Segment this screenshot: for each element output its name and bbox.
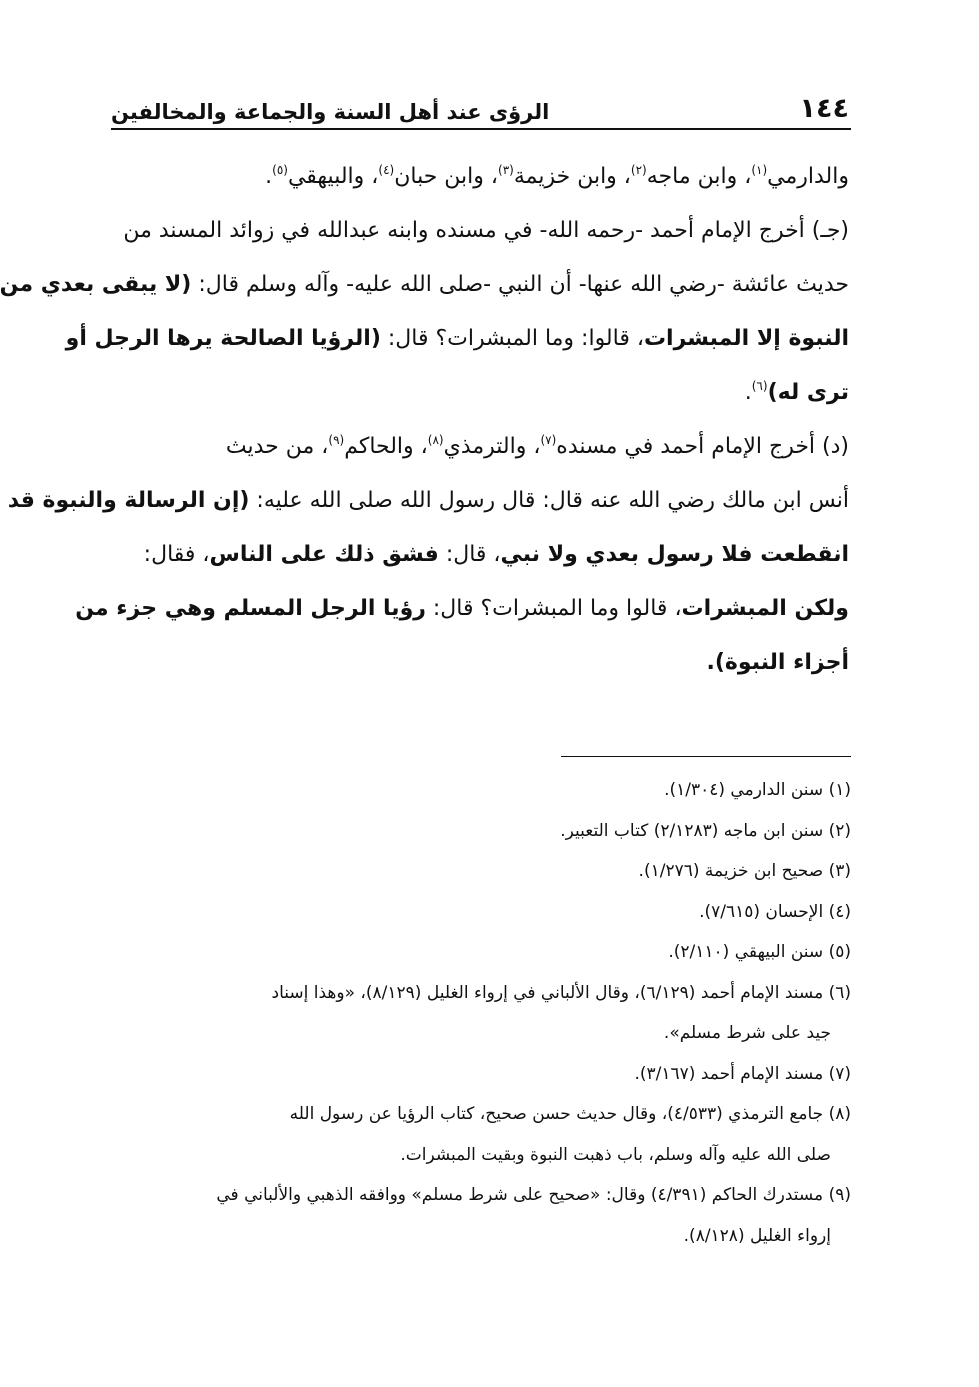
footnote-ref-4: (٤) — [378, 163, 395, 177]
page-number: ١٤٤ — [799, 93, 849, 124]
footnote-7: (٧) مسند الإمام أحمد (٣/١٦٧). — [634, 1063, 851, 1084]
body-line-1: والدارمي$^{(١)}$، وابن ماجه$^{(٢)}$، وابن خزيمة$^{(٣)}$، وابن حبان$^{(٤)}$، والبيهقي$^{(٥)}$. — [265, 163, 849, 189]
footnote-ref-3: (٣) — [498, 163, 514, 177]
footnotes — [111, 770, 851, 1256]
body-line-7: أنس ابن مالك رضي الله عنه قال: قال رسول الله صلى الله عليه: (إن الرسالة والنبوة قد — [7, 488, 849, 513]
body-line-2: (جـ) أخرج الإمام أحمد -رحمه الله- في مسنده وابنه عبدالله في زوائد المسند من — [123, 218, 849, 243]
body-line-6: (د) أخرج الإمام أحمد في مسنده$^{(٧)}$، والترمذي$^{(٨)}$، والحاكم$^{(٩)}$، من حديث — [225, 433, 849, 459]
body-line-9: ولكن المبشرات، قالوا وما المبشرات؟ قال: رؤيا الرجل المسلم وهي جزء من — [75, 596, 849, 621]
footnote-1: (١) سنن الدارمي (١/٣٠٤). — [664, 780, 851, 800]
footnote-6-continued: جيد على شرط مسلم». — [663, 1023, 831, 1043]
footnote-9-continued: إرواء الغليل (٨/١٢٨). — [683, 1225, 831, 1246]
body-line-8: انقطعت فلا رسول بعدي ولا نبي، قال: فشق ذلك على الناس، فقال: — [143, 542, 849, 567]
footnote-8: (٨) جامع الترمذي (٤/٥٣٣)، وقال حديث حسن صحيح، كتاب الرؤيا عن رسول الله — [289, 1104, 851, 1124]
footnote-6: (٦) مسند الإمام أحمد (٦/١٢٩)، وقال الألباني في إرواء الغليل (٨/١٢٩)، «وهذا إسناد — [271, 982, 851, 1003]
footnote-ref-8: (٨) — [427, 433, 444, 447]
body-line-5: ترى له)$^{(٦)}$. — [744, 379, 849, 405]
body-line-3: حديث عائشة -رضي الله عنها- أن النبي -صلى الله عليه- وآله وسلم قال: (لا يبقى بعدي من — [0, 272, 849, 297]
hadith-quote: (لا يبقى بعدي من — [0, 272, 192, 297]
footnote-ref-1: (١) — [751, 163, 768, 177]
footnote-ref-2: (٢) — [630, 163, 647, 177]
footnote-3: (٣) صحيح ابن خزيمة (١/٢٧٦). — [638, 861, 851, 881]
main-text — [0, 150, 849, 690]
footnote-5: (٥) سنن البيهقي (٢/١١٠). — [668, 942, 851, 962]
body-line-4: النبوة إلا المبشرات، قالوا: وما المبشرات؟ قال: (الرؤيا الصالحة يرها الرجل أو — [65, 326, 849, 351]
footnote-ref-7: (٧) — [540, 433, 557, 447]
footnote-8-continued: صلى الله عليه وآله وسلم، باب ذهبت النبوة وبقيت المبشرات. — [400, 1144, 831, 1165]
body-line-10: أجزاء النبوة). — [706, 650, 849, 675]
footnote-separator — [561, 756, 851, 757]
footnote-9: (٩) مستدرك الحاكم (٤/٣٩١) وقال: «صحيح على شرط مسلم» ووافقه الذهبي والألباني في — [216, 1185, 851, 1205]
running-header — [111, 84, 849, 124]
header-rule — [111, 128, 851, 130]
running-title: الرؤى عند أهل السنة والجماعة والمخالفين — [111, 100, 550, 124]
footnote-2: (٢) سنن ابن ماجه (٢/١٢٨٣) كتاب التعبير. — [560, 820, 851, 841]
footnote-4: (٤) الإحسان (٧/٦١٥). — [699, 901, 851, 922]
footnote-ref-6: (٦) — [751, 379, 768, 393]
footnote-ref-5: (٥) — [272, 163, 288, 177]
footnote-ref-9: (٩) — [328, 433, 345, 447]
